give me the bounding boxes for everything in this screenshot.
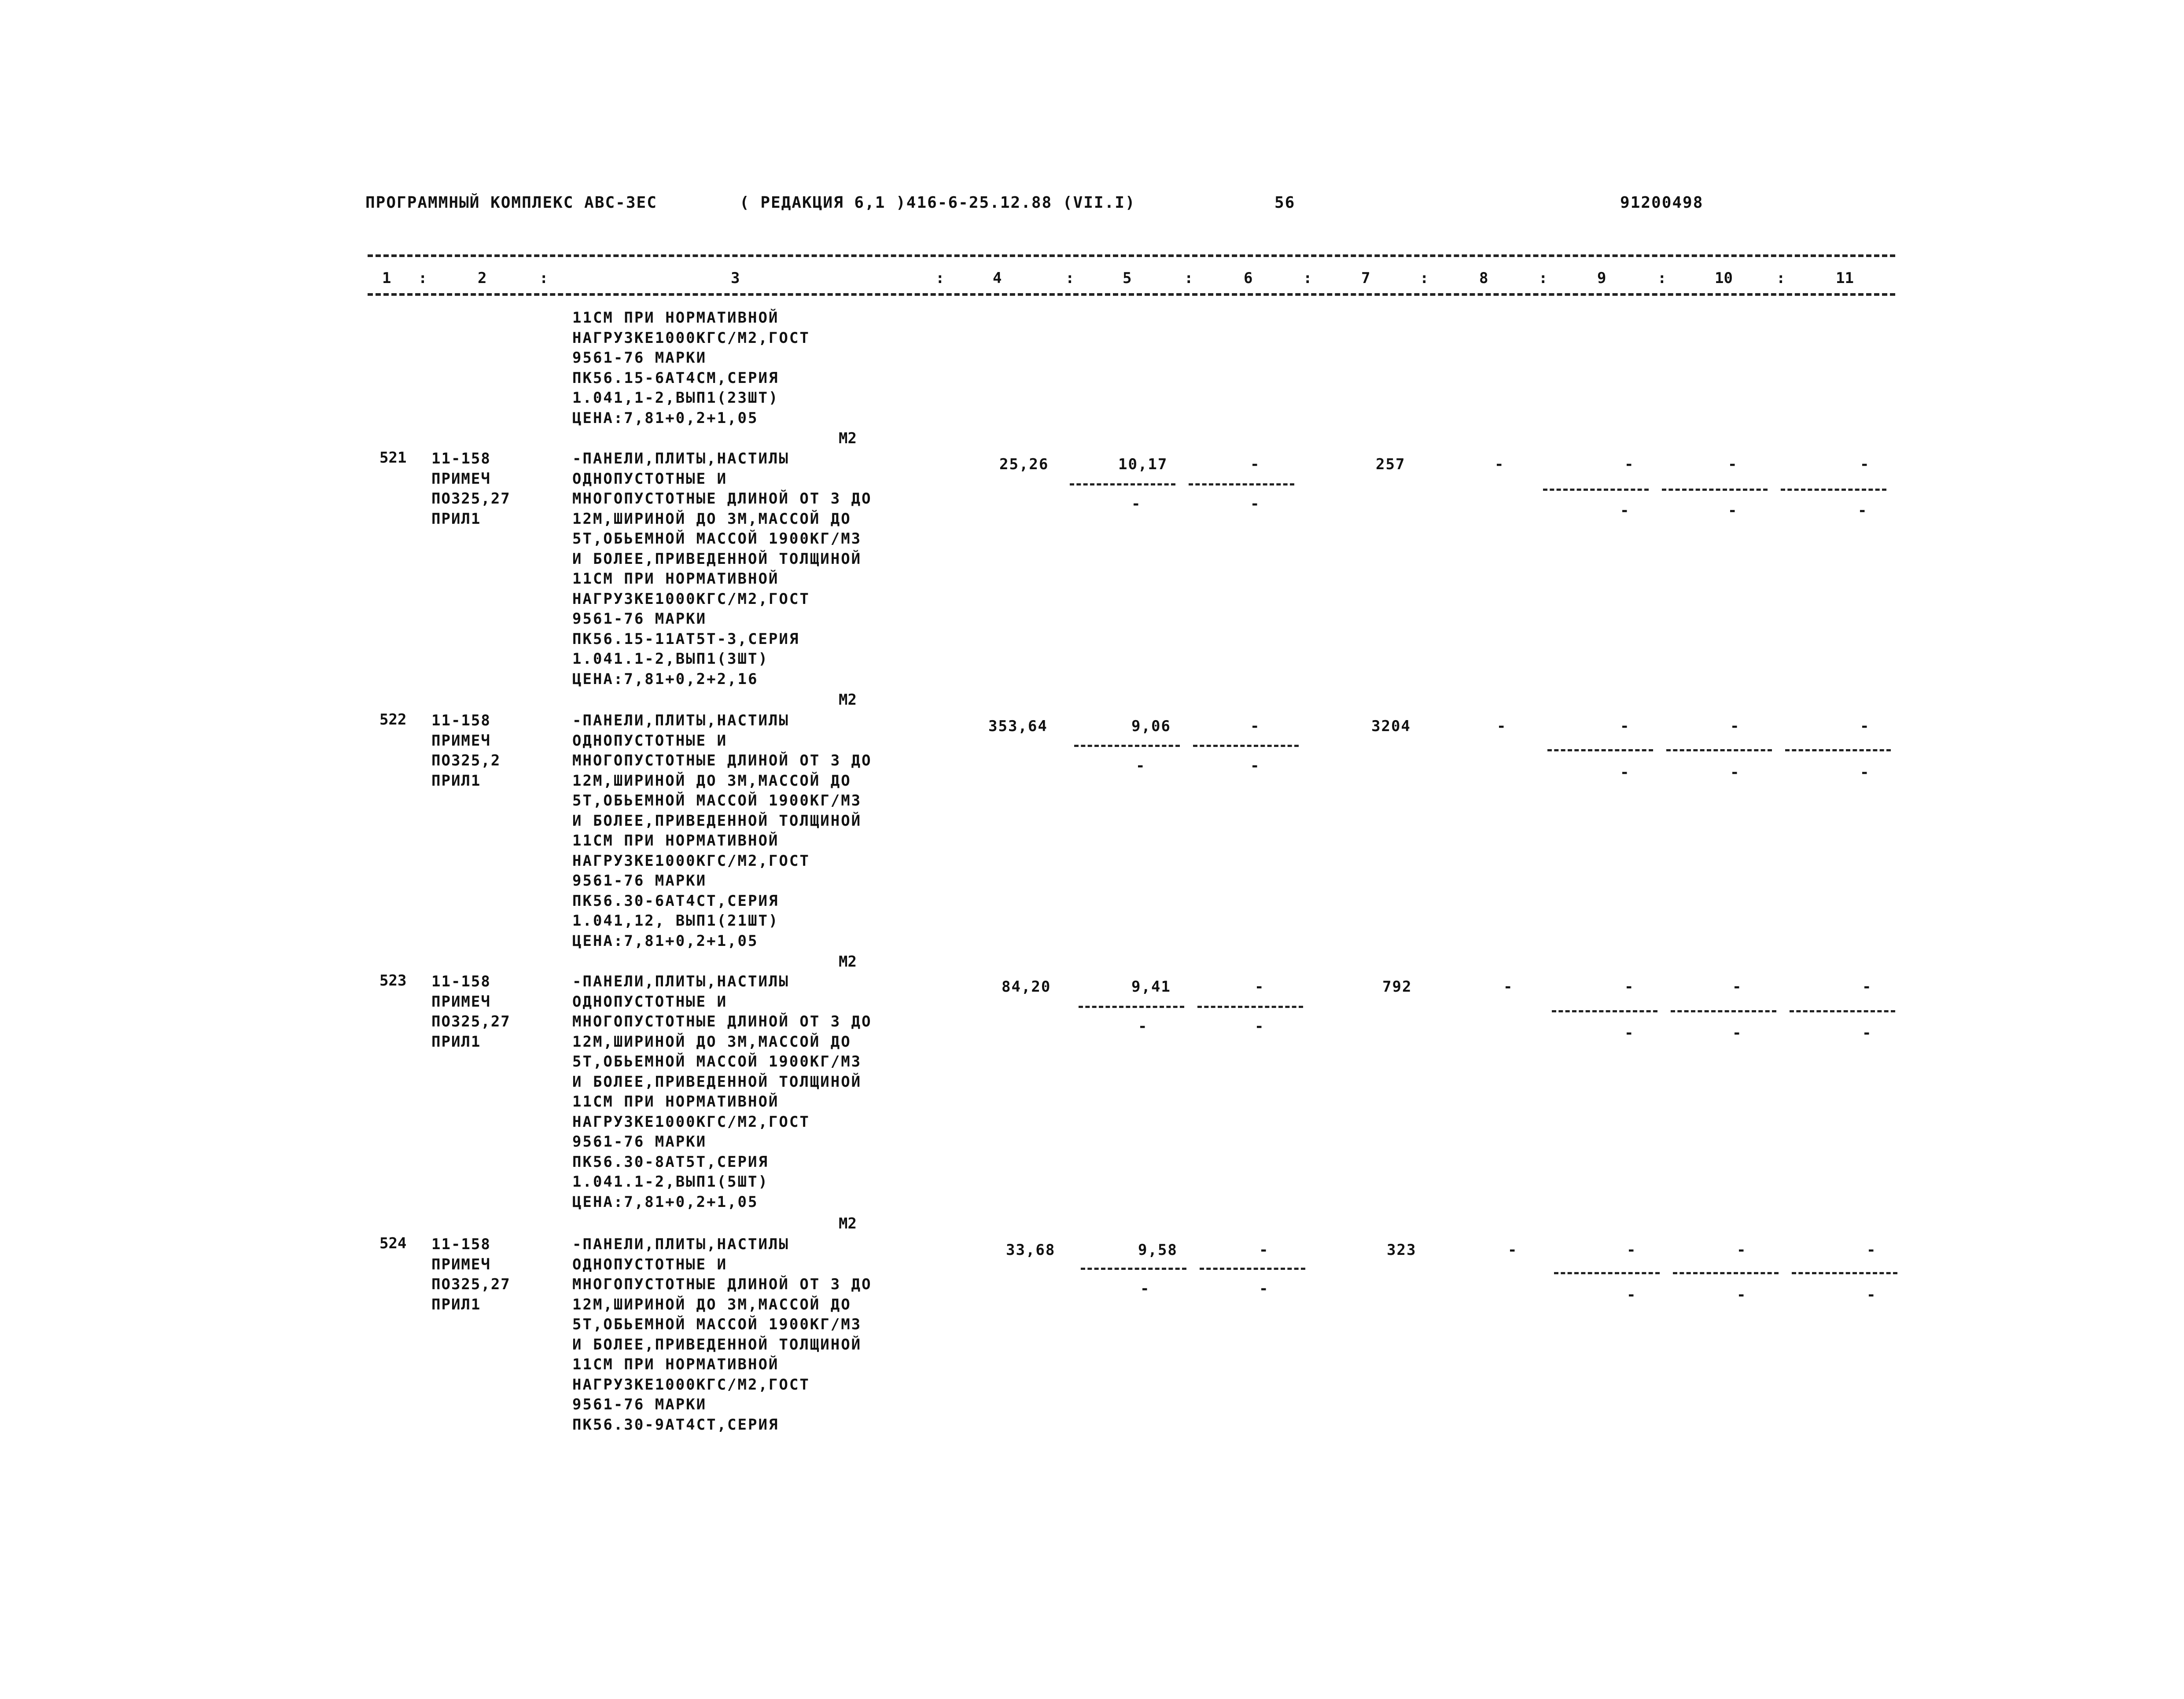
description-line: 1.041.1-2,ВЫП1(5ШТ) bbox=[572, 1173, 769, 1191]
subtotal-rule bbox=[1790, 1010, 1895, 1012]
description-line: ПК56.30-9АТ4СТ,СЕРИЯ bbox=[572, 1416, 779, 1434]
code-line: ПО325,27 bbox=[431, 1276, 511, 1293]
subtotal-rule bbox=[1552, 1010, 1657, 1012]
description-line: 11СМ ПРИ НОРМАТИВНОЙ bbox=[572, 1093, 779, 1111]
description-line: И БОЛЕЕ,ПРИВЕДЕННОЙ ТОЛЩИНОЙ bbox=[572, 1073, 862, 1091]
description-line: ПК56.30-8АТ5Т,СЕРИЯ bbox=[572, 1153, 769, 1171]
description-line: 12М,ШИРИНОЙ ДО 3М,МАССОЙ ДО bbox=[572, 510, 851, 528]
description-line: 12М,ШИРИНОЙ ДО 3М,МАССОЙ ДО bbox=[572, 1033, 851, 1051]
column-7-value: 323 bbox=[1387, 1241, 1417, 1259]
column-5-subvalue: - bbox=[1136, 757, 1145, 775]
column-6-subvalue: - bbox=[1255, 1018, 1264, 1035]
column-10-value: - bbox=[1737, 1241, 1746, 1259]
column-10-subvalue: - bbox=[1737, 1286, 1746, 1304]
page-number: 56 bbox=[1274, 194, 1296, 212]
subtotal-rule bbox=[1543, 489, 1649, 491]
column-11-subvalue: - bbox=[1867, 1286, 1876, 1304]
description-line: МНОГОПУСТОТНЫЕ ДЛИНОЙ ОТ 3 ДО bbox=[572, 1276, 872, 1293]
description-line: ПК56.30-6АТ4СТ,СЕРИЯ bbox=[572, 892, 779, 910]
description-line: 5Т,ОБЬЕМНОЙ МАССОЙ 1900КГ/М3 bbox=[572, 530, 862, 548]
description-line: И БОЛЕЕ,ПРИВЕДЕННОЙ ТОЛЩИНОЙ bbox=[572, 1335, 862, 1353]
column-4-value: 353,64 bbox=[988, 717, 1048, 735]
edition-label: ( РЕДАКЦИЯ 6,1 )416-6-25.12.88 (VII.I) bbox=[740, 194, 1136, 212]
column-5-value: 10,17 bbox=[1118, 456, 1168, 473]
column-8-value: - bbox=[1508, 1241, 1517, 1259]
column-separator: : bbox=[1776, 269, 1786, 287]
column-10-subvalue: - bbox=[1728, 502, 1737, 519]
subtotal-rule bbox=[1200, 1268, 1305, 1270]
row-description bbox=[572, 449, 872, 689]
description-line: И БОЛЕЕ,ПРИВЕДЕННОЙ ТОЛЩИНОЙ bbox=[572, 812, 862, 830]
column-6-value: - bbox=[1255, 978, 1264, 996]
subtotal-rule bbox=[1785, 749, 1891, 751]
column-9-value: - bbox=[1627, 1241, 1636, 1259]
subtotal-rule bbox=[1671, 1010, 1776, 1012]
code-line: 11-158 bbox=[431, 1236, 491, 1253]
code-line: 11-158 bbox=[431, 450, 491, 467]
unit-label: М2 bbox=[839, 691, 857, 709]
column-5-value: 9,06 bbox=[1131, 717, 1171, 735]
unit-label: М2 bbox=[839, 1215, 857, 1232]
header-rule-bottom bbox=[368, 293, 1895, 296]
column-7-value: 3204 bbox=[1371, 717, 1411, 735]
subtotal-rule bbox=[1081, 1268, 1186, 1270]
program-title: ПРОГРАММНЫЙ КОМПЛЕКС АВС-ЗЕС bbox=[365, 194, 657, 212]
column-8-value: - bbox=[1503, 978, 1513, 996]
code-line: ПО325,27 bbox=[431, 490, 511, 507]
description-line: ОДНОПУСТОТНЫЕ И bbox=[572, 993, 728, 1011]
column-separator: : bbox=[1184, 269, 1193, 287]
description-line: -ПАНЕЛИ,ПЛИТЫ,НАСТИЛЫ bbox=[572, 1236, 789, 1253]
column-10-value: - bbox=[1728, 456, 1737, 473]
row-code bbox=[431, 449, 511, 529]
description-line: НАГРУЗКЕ1000КГС/М2,ГОСТ bbox=[572, 852, 810, 870]
column-10-subvalue: - bbox=[1732, 1024, 1742, 1042]
subtotal-rule bbox=[1197, 1006, 1303, 1008]
description-line: МНОГОПУСТОТНЫЕ ДЛИНОЙ ОТ 3 ДО bbox=[572, 752, 872, 769]
column-separator: : bbox=[1303, 269, 1312, 287]
column-separator: : bbox=[418, 269, 427, 287]
column-separator: : bbox=[1657, 269, 1667, 287]
description-line: И БОЛЕЕ,ПРИВЕДЕННОЙ ТОЛЩИНОЙ bbox=[572, 550, 862, 568]
carry-over-description bbox=[572, 308, 810, 428]
row-description bbox=[572, 972, 872, 1212]
column-7-value: 257 bbox=[1376, 456, 1406, 473]
description-line: 11СМ ПРИ НОРМАТИВНОЙ bbox=[572, 570, 779, 588]
column-9-subvalue: - bbox=[1624, 1024, 1634, 1042]
column-number-7: 7 bbox=[1361, 269, 1370, 287]
column-5-subvalue: - bbox=[1140, 1280, 1149, 1298]
code-line: ПРИЛ1 bbox=[431, 1033, 481, 1051]
row-code bbox=[431, 1235, 511, 1315]
description-line: 9561-76 МАРКИ bbox=[572, 872, 707, 890]
column-6-value: - bbox=[1250, 717, 1260, 735]
description-line: ЦЕНА:7,81+0,2+1,05 bbox=[572, 1193, 759, 1211]
column-6-subvalue: - bbox=[1250, 495, 1260, 513]
description-line: НАГРУЗКЕ1000КГС/М2,ГОСТ bbox=[572, 1375, 810, 1394]
column-5-value: 9,41 bbox=[1131, 978, 1171, 996]
column-10-value: - bbox=[1730, 717, 1739, 735]
code-line: ПРИЛ1 bbox=[431, 772, 481, 790]
column-9-subvalue: - bbox=[1627, 1286, 1636, 1304]
description-line: ПК56.15-11АТ5Т-3,СЕРИЯ bbox=[572, 630, 800, 648]
column-4-value: 25,26 bbox=[999, 456, 1049, 473]
code-line: ПРИЛ1 bbox=[431, 1295, 481, 1313]
code-line: ПО325,27 bbox=[431, 1013, 511, 1030]
row-code bbox=[431, 711, 501, 791]
description-line: 9561-76 МАРКИ bbox=[572, 1133, 707, 1151]
column-7-value: 792 bbox=[1382, 978, 1412, 996]
code-line: ПРИЛ1 bbox=[431, 510, 481, 528]
description-line: 9561-76 МАРКИ bbox=[572, 610, 707, 628]
description-line: 5Т,ОБЬЕМНОЙ МАССОЙ 1900КГ/М3 bbox=[572, 1316, 862, 1333]
description-line: ПК56.15-6АТ4СМ,СЕРИЯ bbox=[572, 369, 779, 387]
subtotal-rule bbox=[1189, 483, 1294, 485]
description-line: НАГРУЗКЕ1000КГС/М2,ГОСТ bbox=[572, 1113, 810, 1131]
description-line: 11СМ ПРИ НОРМАТИВНОЙ bbox=[572, 309, 779, 327]
column-5-subvalue: - bbox=[1131, 495, 1141, 513]
subtotal-rule bbox=[1074, 745, 1180, 747]
column-9-subvalue: - bbox=[1620, 502, 1629, 519]
description-line: 5Т,ОБЬЕМНОЙ МАССОЙ 1900КГ/М3 bbox=[572, 792, 862, 809]
description-line: 12М,ШИРИНОЙ ДО 3М,МАССОЙ ДО bbox=[572, 1295, 851, 1313]
column-number-3: 3 bbox=[731, 269, 740, 287]
column-11-value: - bbox=[1862, 978, 1871, 996]
description-line: -ПАНЕЛИ,ПЛИТЫ,НАСТИЛЫ bbox=[572, 450, 789, 467]
description-line: ОДНОПУСТОТНЫЕ И bbox=[572, 732, 728, 750]
code-line: ПРИМЕЧ bbox=[431, 732, 491, 750]
description-line: 1.041,12, ВЫП1(21ШТ) bbox=[572, 912, 779, 930]
description-line: ОДНОПУСТОТНЫЕ И bbox=[572, 1255, 728, 1273]
column-11-value: - bbox=[1860, 717, 1869, 735]
description-line: 9561-76 МАРКИ bbox=[572, 349, 707, 367]
column-separator: : bbox=[1420, 269, 1429, 287]
description-line: ОДНОПУСТОТНЫЕ И bbox=[572, 470, 728, 488]
column-number-9: 9 bbox=[1597, 269, 1606, 287]
description-line: 5Т,ОБЬЕМНОЙ МАССОЙ 1900КГ/М3 bbox=[572, 1053, 862, 1070]
column-number-5: 5 bbox=[1123, 269, 1132, 287]
subtotal-rule bbox=[1781, 489, 1886, 491]
column-4-value: 84,20 bbox=[1002, 978, 1051, 996]
column-separator: : bbox=[1065, 269, 1075, 287]
row-code bbox=[431, 972, 511, 1052]
code-line: 11-158 bbox=[431, 712, 491, 729]
row-number: 522 bbox=[379, 711, 407, 728]
column-number-8: 8 bbox=[1479, 269, 1488, 287]
column-number-1: 1 bbox=[382, 269, 391, 287]
subtotal-rule bbox=[1070, 483, 1175, 485]
row-description bbox=[572, 711, 872, 951]
column-11-subvalue: - bbox=[1860, 764, 1869, 781]
column-6-subvalue: - bbox=[1259, 1280, 1268, 1298]
code-line: ПО325,2 bbox=[431, 752, 501, 769]
column-5-subvalue: - bbox=[1138, 1018, 1147, 1035]
column-8-value: - bbox=[1497, 717, 1506, 735]
column-number-4: 4 bbox=[993, 269, 1002, 287]
document-code: 91200498 bbox=[1620, 194, 1704, 212]
description-line: ЦЕНА:7,81+0,2+2,16 bbox=[572, 670, 759, 688]
column-6-value: - bbox=[1259, 1241, 1268, 1259]
column-number-2: 2 bbox=[478, 269, 487, 287]
code-line: 11-158 bbox=[431, 973, 491, 990]
column-5-value: 9,58 bbox=[1138, 1241, 1178, 1259]
subtotal-rule bbox=[1666, 749, 1772, 751]
column-11-subvalue: - bbox=[1862, 1024, 1871, 1042]
column-separator: : bbox=[539, 269, 549, 287]
description-line: 11СМ ПРИ НОРМАТИВНОЙ bbox=[572, 832, 779, 850]
column-separator: : bbox=[1539, 269, 1548, 287]
subtotal-rule bbox=[1547, 749, 1653, 751]
column-11-value: - bbox=[1860, 456, 1869, 473]
subtotal-rule bbox=[1662, 489, 1768, 491]
column-number-6: 6 bbox=[1244, 269, 1253, 287]
subtotal-rule bbox=[1554, 1272, 1660, 1274]
row-number: 521 bbox=[379, 449, 407, 467]
column-10-value: - bbox=[1732, 978, 1742, 996]
description-line: ЦЕНА:7,81+0,2+1,05 bbox=[572, 409, 759, 427]
description-line: 1.041.1-2,ВЫП1(3ШТ) bbox=[572, 650, 769, 668]
subtotal-rule bbox=[1792, 1272, 1897, 1274]
column-11-subvalue: - bbox=[1858, 502, 1867, 519]
column-number-10: 10 bbox=[1715, 269, 1733, 287]
column-4-value: 33,68 bbox=[1006, 1241, 1056, 1259]
description-line: МНОГОПУСТОТНЫЕ ДЛИНОЙ ОТ 3 ДО bbox=[572, 1013, 872, 1030]
unit-label: М2 bbox=[839, 953, 857, 971]
column-6-value: - bbox=[1250, 456, 1260, 473]
column-10-subvalue: - bbox=[1730, 764, 1739, 781]
header-rule-top bbox=[368, 254, 1895, 257]
description-line: ЦЕНА:7,81+0,2+1,05 bbox=[572, 932, 759, 950]
column-6-subvalue: - bbox=[1250, 757, 1260, 775]
description-line: -ПАНЕЛИ,ПЛИТЫ,НАСТИЛЫ bbox=[572, 973, 789, 990]
description-line: 12М,ШИРИНОЙ ДО 3М,МАССОЙ ДО bbox=[572, 772, 851, 790]
row-number: 523 bbox=[379, 972, 407, 989]
subtotal-rule bbox=[1673, 1272, 1779, 1274]
description-line: МНОГОПУСТОТНЫЕ ДЛИНОЙ ОТ 3 ДО bbox=[572, 490, 872, 507]
description-line: НАГРУЗКЕ1000КГС/М2,ГОСТ bbox=[572, 590, 810, 608]
column-9-value: - bbox=[1620, 717, 1629, 735]
subtotal-rule bbox=[1079, 1006, 1184, 1008]
description-line: 9561-76 МАРКИ bbox=[572, 1396, 707, 1413]
description-line: НАГРУЗКЕ1000КГС/М2,ГОСТ bbox=[572, 329, 810, 347]
code-line: ПРИМЕЧ bbox=[431, 470, 491, 488]
column-9-subvalue: - bbox=[1620, 764, 1629, 781]
column-separator: : bbox=[935, 269, 945, 287]
row-number: 524 bbox=[379, 1235, 407, 1252]
code-line: ПРИМЕЧ bbox=[431, 1255, 491, 1273]
column-9-value: - bbox=[1624, 456, 1634, 473]
column-9-value: - bbox=[1624, 978, 1634, 996]
code-line: ПРИМЕЧ bbox=[431, 993, 491, 1011]
description-line: 11СМ ПРИ НОРМАТИВНОЙ bbox=[572, 1356, 779, 1373]
row-description bbox=[572, 1235, 872, 1435]
description-line: 1.041,1-2,ВЫП1(23ШТ) bbox=[572, 389, 779, 407]
subtotal-rule bbox=[1193, 745, 1299, 747]
column-8-value: - bbox=[1495, 456, 1504, 473]
description-line: -ПАНЕЛИ,ПЛИТЫ,НАСТИЛЫ bbox=[572, 712, 789, 729]
unit-label: М2 bbox=[839, 430, 857, 447]
column-11-value: - bbox=[1867, 1241, 1876, 1259]
column-number-11: 11 bbox=[1836, 269, 1854, 287]
